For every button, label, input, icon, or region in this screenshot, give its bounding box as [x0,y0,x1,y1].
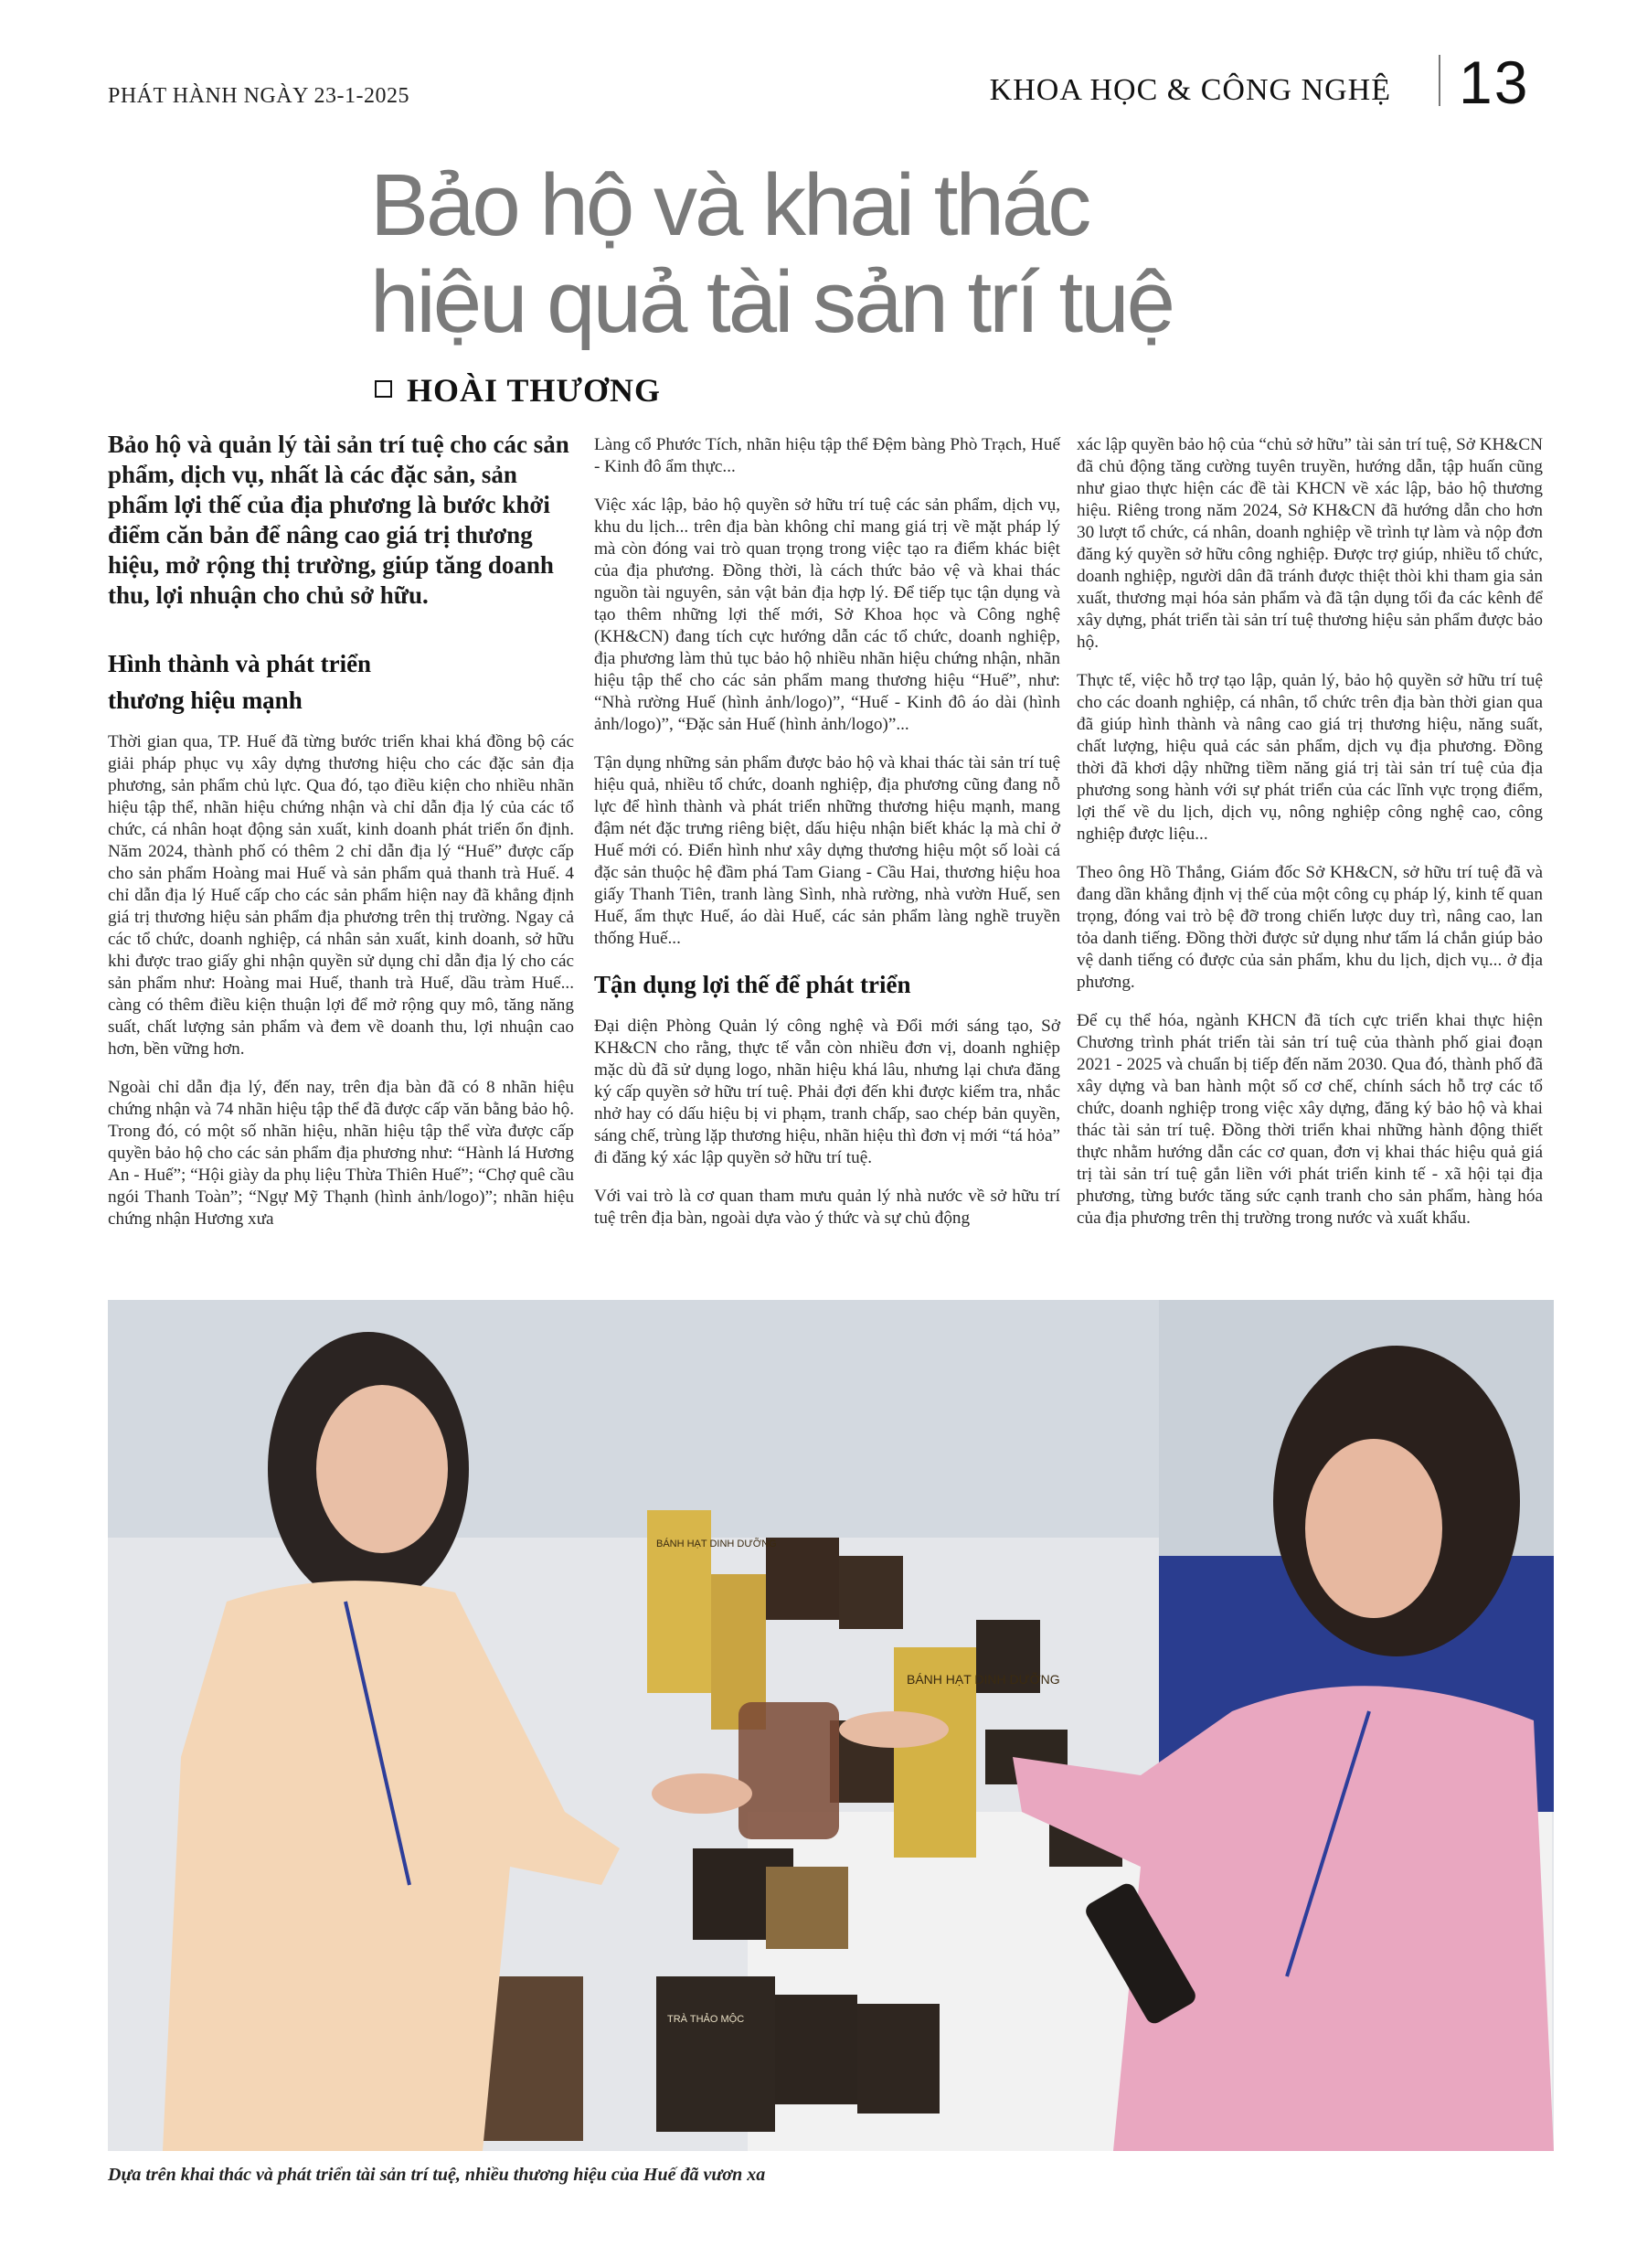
byline-box-icon [375,380,392,398]
article-headline [370,157,1376,351]
subhead-1-line-2: thương hiệu mạnh [108,687,303,714]
body-paragraph: Với vai trò là cơ quan tham mưu quản lý nhà nước về sở hữu trí tuệ trên địa bàn, ngoài dựa vào ý thức và sự chủ động [594,1187,1060,1228]
box-label-1: BÁNH HẠT DINH DƯỠNG [907,1672,1060,1687]
photo-illustration [108,1300,1554,2151]
subhead-1-line-1: Hình thành và phát triển [108,650,372,677]
headline-line-2: hiệu quả tài sản trí tuệ [370,253,1173,351]
body-paragraph: Làng cổ Phước Tích, nhãn hiệu tập thể Đệm bàng Phò Trạch, Huế - Kinh đô ẩm thực... [594,435,1060,476]
body-paragraph: Đại diện Phòng Quản lý công nghệ và Đổi mới sáng tạo, Sở KH&CN cho rằng, thực tế vẫn còn nhiều đơn vị, doanh nghiệp mặc dù đã sử dụng logo, nhãn hiệu khá lâu, nhưng lại chưa đăng ký cấp quyền sở hữu trí tuệ. Phải đợi đến khi được kiểm tra, nhắc nhở hay có dấu hiệu bị vi phạm, tranh chấp, sao chép bản quyền, sáng chế, trùng lặp thương hiệu, nhãn hiệu thì đơn vị mới “tá hỏa” đi đăng ký xác lập quyền sở hữu trí tuệ. [594,1017,1060,1167]
body-paragraph: Để cụ thể hóa, ngành KHCN đã tích cực triển khai thực hiện Chương trình phát triển tài sản trí tuệ của thành phố giai đoạn 2021 - 2025 và chuẩn bị tiếp đến năm 2030. Qua đó, thành phố đã xây dựng và ban hành một số cơ chế, chính sách hỗ trợ các tổ chức, doanh nghiệp trong việc xây dựng, đăng ký bảo hộ và khai thác tài sản trí tuệ. Đồng thời triển khai những hành động thiết thực nhằm hướng dẫn các cơ quan, đơn vị khai thác hiệu quả giá trị tài sản trí tuệ gắn liền với phát triển kinh tế - xã hội tại địa phương, từng bước tăng sức cạnh tranh cho sản phẩm, hàng hóa của địa phương trên thị trường trong nước và xuất khẩu. [1077,1011,1543,1228]
author-name: HOÀI THƯƠNG [407,372,662,409]
column-1 [108,430,574,1247]
body-paragraph: xác lập quyền bảo hộ của “chủ sở hữu” tài sản trí tuệ, Sở KH&CN đã chủ động tăng cường tuyên truyền, hướng dẫn, tập huấn cũng như giao thực hiện các đề tài KHCN về xác lập, bảo hộ thương hiệu. Riêng trong năm 2024, Sở KH&CN đã hướng dẫn cho hơn 30 lượt tổ chức, cá nhân, doanh nghiệp về trình tự làm và nộp đơn đăng ký quyền sở hữu công nghiệp. Được trợ giúp, nhiều tổ chức, doanh nghiệp, người dân đã tránh được thiệt thòi khi tham gia sản xuất, thương mại hóa sản phẩm và đã tận dụng tối đa các kênh để xây dựng, phát triển tài sản trí tuệ thương hiệu sản phẩm được bảo hộ. [1077,435,1543,652]
box-label-2: BÁNH HẠT DINH DƯỠNG [656,1539,777,1549]
body-paragraph: Theo ông Hồ Thắng, Giám đốc Sở KH&CN, sở hữu trí tuệ đã và đang dần khẳng định vị thế của một công cụ pháp lý, kinh tế quan trọng, đóng vai trò bệ đỡ trong chiến lược duy trì, nâng cao, lan tỏa danh tiếng. Đồng thời được sử dụng như tấm lá chắn giúp bảo vệ danh tiếng có được của sản phẩm, khu du lịch, dịch vụ... ở địa phương. [1077,863,1543,992]
subhead-2: Tận dụng lợi thế để phát triển [594,971,911,998]
photo-caption: Dựa trên khai thác và phát triển tài sản trí tuệ, nhiều thương hiệu của Huế đã vươn xa [108,2165,766,2185]
section-title: KHOA HỌC & CÔNG NGHỆ [989,73,1391,107]
body-paragraph: Ngoài chỉ dẫn địa lý, đến nay, trên địa bàn đã có 8 nhãn hiệu chứng nhận và 74 nhãn hiệu tập thể đã được cấp văn bằng bảo hộ. Trong đó, có một số nhãn hiệu, nhãn hiệu tập thể vừa được cấp quyền bảo hộ cho các sản phẩm địa phương như: “Hành lá Hương An - Huế”; “Hội giày da phụ liệu Thừa Thiên Huế”; “Chợ quê cầu ngói Thanh Toàn”; “Ngự Mỹ Thạnh (hình ảnh/logo)”; nhãn hiệu chứng nhận Hương xưa [108,1078,574,1229]
column-2 [594,434,1060,1246]
body-paragraph: Thời gian qua, TP. Huế đã từng bước triển khai khá đồng bộ các giải pháp phục vụ xây dựng thương hiệu cho các đặc sản địa phương, sản phẩm chủ lực. Qua đó, tạo điều kiện cho nhiều nhãn hiệu tập thể, nhãn hiệu chứng nhận và chỉ dẫn địa lý của các tổ chức, cá nhân hoạt động sản xuất, kinh doanh phát triển ổn định. Năm 2024, thành phố có thêm 2 chỉ dẫn địa lý “Huế” được cấp cho sản phẩm Hoàng mai Huế và sản phẩm quả thanh trà Huế. 4 chỉ dẫn địa lý Huế cấp cho các sản phẩm hiện nay đã khẳng định giá trị thương hiệu sản phẩm địa phương trên thị trường. Ngay cả các tổ chức, doanh nghiệp, cá nhân sản xuất, kinh doanh, sở hữu khi được trao giấy ghi nhận quyền sử dụng chỉ dẫn địa lý cho các sản phẩm như: Hoàng mai Huế, thanh trà Huế, dầu tràm Huế... càng có thêm điều kiện thuận lợi để mở rộng quy mô, tăng năng suất, chất lượng sản phẩm và đem về doanh thu, lợi nhuận cao hơn, bền vững hơn. [108,732,574,1059]
issue-date: PHÁT HÀNH NGÀY 23-1-2025 [108,84,409,108]
column-3 [1077,434,1543,1246]
header-divider [1439,55,1440,106]
body-paragraph: Thực tế, việc hỗ trợ tạo lập, quản lý, bảo hộ quyền sở hữu trí tuệ cho các doanh nghiệp, cá nhân, tổ chức trên địa bàn thời gian qua đã giúp hình thành và nâng cao giá trị thương hiệu, năng suất, chất lượng, hiệu quả các sản phẩm, dịch vụ địa phương. Đồng thời đã khơi dậy những tiềm năng giá trị tài sản trí tuệ của địa phương song hành với sự phát triển của các lĩnh vực trọng điểm, lợi thế về du lịch, dịch vụ, nông nghiệp công nghệ cao, công nghiệp được liệu... [1077,671,1543,844]
headline-line-1: Bảo hộ và khai thác [370,156,1089,254]
body-paragraph: Việc xác lập, bảo hộ quyền sở hữu trí tuệ các sản phẩm, dịch vụ, khu du lịch... trên địa bàn không chỉ mang giá trị về mặt pháp lý mà còn đóng vai trò quan trọng trong việc tạo ra điểm khác biệt của địa phương. Đồng thời, là cách thức bảo vệ và khai thác nguồn tài nguyên, sản vật bản địa hợp lý. Để tiếp tục tận dụng và tạo thêm những lợi thế mới, Sở Khoa học và Công nghệ (KH&CN) đang tích cực hướng dẫn các tổ chức, doanh nghiệp, địa phương làm thủ tục bảo hộ nhiều nhãn hiệu chứng nhận, nhãn hiệu tập thể cho các sản phẩm mang thương hiệu “Huế”, như: “Nhà rường Huế (hình ảnh/logo)”, “Huế - Kinh đô áo dài (hình ảnh/logo)”, “Đặc sản Huế (hình ảnh/logo)”... [594,495,1060,734]
article-photo [108,1300,1554,2151]
lead-paragraph: Bảo hộ và quản lý tài sản trí tuệ cho các sản phẩm, dịch vụ, nhất là các đặc sản, sản phẩm lợi thế của địa phương là bước khởi điểm căn bản để nâng cao giá trị thương hiệu, mở rộng thị trường, giúp tăng doanh thu, lợi nhuận cho chủ sở hữu. [108,431,569,609]
jar-label: TRÀ THẢO MỘC [667,2014,745,2025]
byline [375,371,661,410]
page-number: 13 [1459,48,1530,116]
subhead-1 [108,645,574,719]
body-paragraph: Tận dụng những sản phẩm được bảo hộ và khai thác tài sản trí tuệ hiệu quả, nhiều tổ chức, doanh nghiệp, địa phương cũng đang nỗ lực để hình thành và phát triển những thương hiệu mạnh, mang đậm nét đặc trưng riêng biệt, dấu hiệu nhận biết khác lạ mà chỉ ở Huế mới có. Điển hình như xây dựng thương hiệu một số loài cá đặc sản thuộc hệ đầm phá Tam Giang - Cầu Hai, thương hiệu hoa giấy Thanh Tiên, tranh làng Sình, nhà rường, nhà vườn Huế, sen Huế, ẩm thực Huế, áo dài Huế, các sản phẩm làng nghề truyền thống Huế... [594,753,1060,948]
